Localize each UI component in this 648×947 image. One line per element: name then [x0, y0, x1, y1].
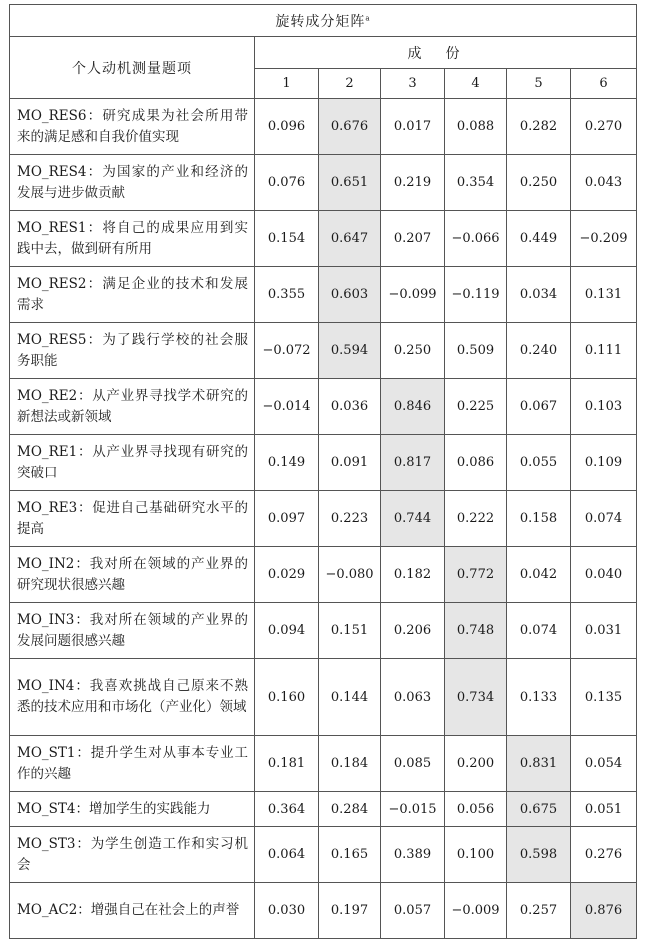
- table-row: [10, 267, 637, 323]
- loading-value: 0.036: [319, 379, 381, 435]
- loading-value: 0.133: [507, 659, 571, 736]
- loading-value: −0.015: [381, 792, 445, 827]
- loading-value: 0.748: [445, 603, 507, 659]
- table-row: [10, 491, 637, 547]
- loading-value: 0.017: [381, 99, 445, 155]
- matrix-body: [10, 99, 637, 939]
- loading-value: 0.031: [571, 603, 637, 659]
- loading-value: 0.088: [445, 99, 507, 155]
- loading-value: 0.056: [445, 792, 507, 827]
- loading-value: 0.151: [319, 603, 381, 659]
- loading-value: −0.066: [445, 211, 507, 267]
- loading-value: 0.676: [319, 99, 381, 155]
- loading-value: 0.184: [319, 736, 381, 792]
- loading-value: 0.109: [571, 435, 637, 491]
- item-column-header: 个人动机测量题项: [10, 37, 255, 99]
- item-label: MO_ST1：提升学生对从事本专业工作的兴趣: [10, 736, 255, 792]
- loading-value: 0.598: [507, 827, 571, 883]
- item-label: MO_RE1：从产业界寻找现有研究的突破口: [10, 435, 255, 491]
- loading-value: 0.086: [445, 435, 507, 491]
- loading-value: 0.043: [571, 155, 637, 211]
- loading-value: 0.135: [571, 659, 637, 736]
- loading-value: 0.111: [571, 323, 637, 379]
- component-number: 6: [571, 69, 637, 99]
- table-row: [10, 603, 637, 659]
- loading-value: 0.270: [571, 99, 637, 155]
- loading-value: 0.085: [381, 736, 445, 792]
- loading-value: 0.734: [445, 659, 507, 736]
- loading-value: 0.064: [255, 827, 319, 883]
- item-label: MO_ST3：为学生创造工作和实习机会: [10, 827, 255, 883]
- table-row: [10, 883, 637, 939]
- loading-value: 0.354: [445, 155, 507, 211]
- component-number: 3: [381, 69, 445, 99]
- loading-value: 0.284: [319, 792, 381, 827]
- table-row: [10, 323, 637, 379]
- loading-value: 0.817: [381, 435, 445, 491]
- loading-value: 0.449: [507, 211, 571, 267]
- loading-value: 0.094: [255, 603, 319, 659]
- loading-value: −0.119: [445, 267, 507, 323]
- loading-value: 0.154: [255, 211, 319, 267]
- component-header-row: [10, 37, 637, 69]
- loading-value: 0.034: [507, 267, 571, 323]
- component-number: 5: [507, 69, 571, 99]
- loading-value: 0.876: [571, 883, 637, 939]
- table-title-text: 旋转成分矩阵: [275, 13, 366, 30]
- loading-value: 0.030: [255, 883, 319, 939]
- loading-value: 0.651: [319, 155, 381, 211]
- item-label: MO_AC2：增强自己在社会上的声誉: [10, 883, 255, 939]
- loading-value: 0.603: [319, 267, 381, 323]
- loading-value: 0.240: [507, 323, 571, 379]
- loading-value: −0.009: [445, 883, 507, 939]
- loading-value: 0.029: [255, 547, 319, 603]
- loading-value: −0.014: [255, 379, 319, 435]
- table-row: [10, 211, 637, 267]
- loading-value: −0.080: [319, 547, 381, 603]
- table-row: [10, 155, 637, 211]
- item-label: MO_RE3：促进自己基础研究水平的提高: [10, 491, 255, 547]
- loading-value: 0.222: [445, 491, 507, 547]
- table-row: [10, 736, 637, 792]
- item-label: MO_RES4：为国家的产业和经济的发展与进步做贡献: [10, 155, 255, 211]
- table-row: [10, 659, 637, 736]
- loading-value: 0.063: [381, 659, 445, 736]
- item-label: MO_RES2：满足企业的技术和发展需求: [10, 267, 255, 323]
- loading-value: 0.675: [507, 792, 571, 827]
- loading-value: 0.158: [507, 491, 571, 547]
- loading-value: 0.225: [445, 379, 507, 435]
- loading-value: 0.250: [507, 155, 571, 211]
- loading-value: 0.389: [381, 827, 445, 883]
- component-number: 2: [319, 69, 381, 99]
- loading-value: 0.744: [381, 491, 445, 547]
- loading-value: 0.846: [381, 379, 445, 435]
- loading-value: 0.051: [571, 792, 637, 827]
- table-row: [10, 792, 637, 827]
- loading-value: 0.057: [381, 883, 445, 939]
- component-number: 4: [445, 69, 507, 99]
- loading-value: 0.042: [507, 547, 571, 603]
- loading-value: 0.149: [255, 435, 319, 491]
- item-label: MO_IN2：我对所在领域的产业界的研究现状很感兴趣: [10, 547, 255, 603]
- rotated-component-matrix-table: [9, 4, 637, 939]
- loading-value: 0.647: [319, 211, 381, 267]
- loading-value: 0.364: [255, 792, 319, 827]
- loading-value: 0.181: [255, 736, 319, 792]
- table-row: [10, 99, 637, 155]
- loading-value: 0.257: [507, 883, 571, 939]
- loading-value: 0.594: [319, 323, 381, 379]
- loading-value: 0.100: [445, 827, 507, 883]
- item-label: MO_RE2：从产业界寻找学术研究的新想法或新领域: [10, 379, 255, 435]
- loading-value: 0.076: [255, 155, 319, 211]
- loading-value: 0.144: [319, 659, 381, 736]
- loading-value: 0.103: [571, 379, 637, 435]
- loading-value: 0.219: [381, 155, 445, 211]
- loading-value: 0.165: [319, 827, 381, 883]
- item-label: MO_RES6：研究成果为社会所用带来的满足感和自我价值实现: [10, 99, 255, 155]
- loading-value: 0.355: [255, 267, 319, 323]
- loading-value: 0.831: [507, 736, 571, 792]
- loading-value: 0.276: [571, 827, 637, 883]
- item-label: MO_IN3：我对所在领域的产业界的发展问题很感兴趣: [10, 603, 255, 659]
- component-header: 成份: [255, 37, 637, 69]
- loading-value: 0.131: [571, 267, 637, 323]
- loading-value: 0.074: [507, 603, 571, 659]
- loading-value: 0.223: [319, 491, 381, 547]
- loading-value: 0.054: [571, 736, 637, 792]
- item-label: MO_RES1：将自己的成果应用到实践中去，做到研有所用: [10, 211, 255, 267]
- item-label: MO_IN4：我喜欢挑战自己原来不熟悉的技术应用和市场化（产业化）领域: [10, 659, 255, 736]
- loading-value: 0.067: [507, 379, 571, 435]
- loading-value: 0.282: [507, 99, 571, 155]
- loading-value: −0.072: [255, 323, 319, 379]
- table-row: [10, 379, 637, 435]
- item-label: MO_ST4：增加学生的实践能力: [10, 792, 255, 827]
- table-row: [10, 547, 637, 603]
- loading-value: 0.055: [507, 435, 571, 491]
- loading-value: 0.200: [445, 736, 507, 792]
- table-row: [10, 435, 637, 491]
- loading-value: 0.250: [381, 323, 445, 379]
- loading-value: 0.097: [255, 491, 319, 547]
- loading-value: 0.509: [445, 323, 507, 379]
- loading-value: 0.096: [255, 99, 319, 155]
- table-row: [10, 827, 637, 883]
- loading-value: 0.040: [571, 547, 637, 603]
- table-title-note: a: [365, 13, 371, 22]
- loading-value: 0.207: [381, 211, 445, 267]
- loading-value: −0.099: [381, 267, 445, 323]
- loading-value: 0.182: [381, 547, 445, 603]
- loading-value: 0.206: [381, 603, 445, 659]
- loading-value: 0.197: [319, 883, 381, 939]
- component-number: 1: [255, 69, 319, 99]
- loading-value: 0.160: [255, 659, 319, 736]
- table-title: [10, 5, 637, 37]
- loading-value: 0.091: [319, 435, 381, 491]
- item-label: MO_RES5：为了践行学校的社会服务职能: [10, 323, 255, 379]
- loading-value: 0.772: [445, 547, 507, 603]
- title-row: [10, 5, 637, 37]
- loading-value: −0.209: [571, 211, 637, 267]
- loading-value: 0.074: [571, 491, 637, 547]
